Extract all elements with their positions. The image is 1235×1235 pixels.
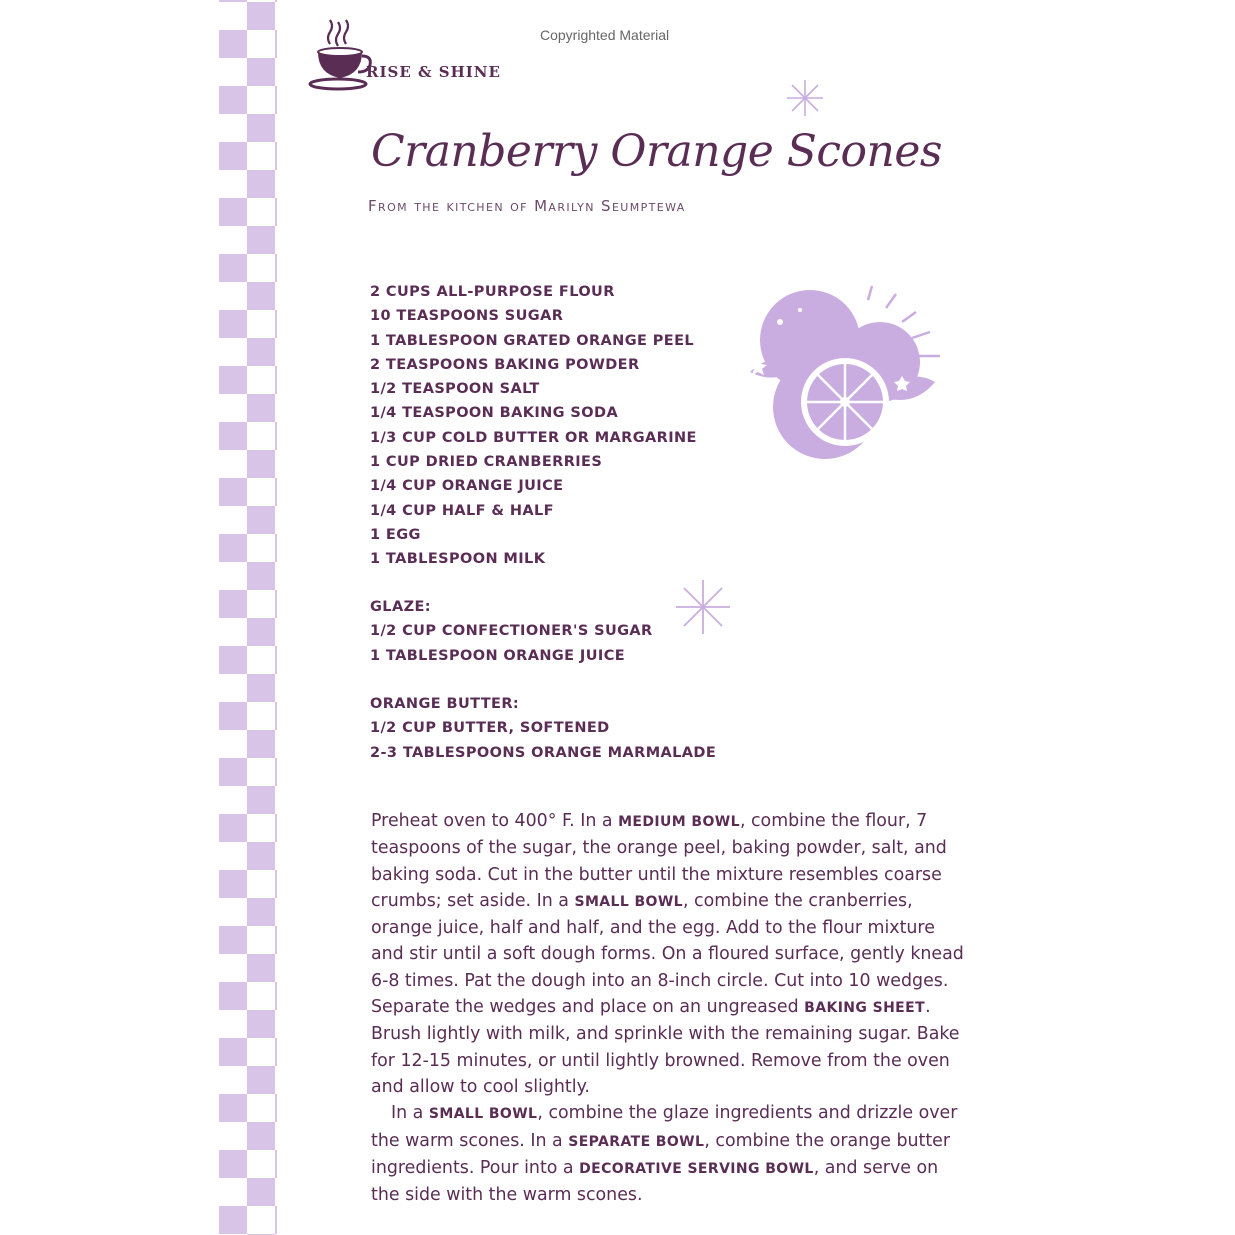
- brand-title: RISE & SHINE: [366, 63, 501, 81]
- equipment-term: SMALL BOWL: [574, 893, 683, 910]
- orange-butter-heading: ORANGE BUTTER:: [370, 696, 520, 712]
- recipe-title: Cranberry Orange Scones: [371, 126, 942, 177]
- ingredient-item: 2 TEASPOONS BAKING POWDER: [370, 356, 640, 373]
- direction-text: In a: [391, 1103, 429, 1124]
- copyright-notice: Copyrighted Material: [540, 27, 670, 43]
- ingredient-item: 2 CUPS ALL-PURPOSE FLOUR: [370, 284, 615, 300]
- ingredient-item: 1 EGG: [370, 526, 421, 543]
- direction-text: . Brush lightly with milk, and sprinkle with the remaining sugar. Bake for 12-15 minutes, or until lightly browned. Remove from the oven and allow to cool slightly.: [371, 997, 960, 1097]
- ingredient-item: 1 TABLESPOON ORANGE JUICE: [370, 647, 626, 664]
- ingredient-item: 1/3 CUP COLD BUTTER OR MARGARINE: [370, 429, 697, 446]
- sparkle-star-icon: [674, 578, 732, 636]
- sparkle-star-icon: [785, 78, 825, 118]
- direction-text: , and serve on the side with the warm scones.: [371, 1157, 939, 1206]
- ingredient-item: 1/2 CUP BUTTER, SOFTENED: [370, 720, 610, 737]
- equipment-term: MEDIUM BOWL: [618, 814, 740, 830]
- direction-text: , combine the glaze ingredients and drizzle over the warm scones. In a: [371, 1103, 958, 1151]
- directions-paragraph-2: [371, 1100, 971, 1208]
- equipment-term: DECORATIVE SERVING BOWL: [579, 1160, 814, 1177]
- ingredient-item: 1 TABLESPOON MILK: [370, 551, 546, 568]
- ingredient-item: 10 TEASPOONS SUGAR: [370, 308, 564, 325]
- recipe-subtitle: From the kitchen of Marilyn Seumptewa: [368, 197, 686, 215]
- equipment-term: BAKING SHEET: [804, 1000, 926, 1017]
- orange-fruit-illustration: [730, 282, 945, 462]
- coffee-cup-icon: [308, 14, 548, 94]
- ingredient-item: 1/4 CUP HALF & HALF: [370, 502, 554, 519]
- ingredient-item: 1 TABLESPOON GRATED ORANGE PEEL: [370, 332, 695, 349]
- ingredient-item: 1/2 TEASPOON SALT: [370, 381, 540, 398]
- ingredient-item: 1/4 TEASPOON BAKING SODA: [370, 405, 619, 422]
- glaze-section: [370, 595, 653, 668]
- glaze-heading: GLAZE:: [370, 599, 431, 615]
- ingredient-item: 1/4 CUP ORANGE JUICE: [370, 478, 564, 495]
- ingredient-item: 2-3 TABLESPOONS ORANGE MARMALADE: [370, 744, 717, 761]
- equipment-term: SMALL BOWL: [428, 1106, 538, 1123]
- direction-text: , combine the orange butter ingredients. Pour into a: [371, 1130, 951, 1178]
- direction-text: , combine the flour, 7 teaspoons of the sugar, the orange peel, baking powder, salt, and baking soda. Cut in the butter until the mixture resembles coarse crumbs; set aside. In a: [371, 811, 947, 911]
- direction-text: Preheat oven to 400° F. In a: [371, 811, 619, 831]
- ingredient-item: 1 CUP DRIED CRANBERRIES: [370, 454, 603, 471]
- directions-paragraph-1: [371, 808, 971, 1100]
- directions: [371, 808, 971, 1208]
- orange-butter-section: [370, 692, 716, 765]
- equipment-term: SEPARATE BOWL: [568, 1133, 705, 1150]
- ingredient-item: 1/2 CUP CONFECTIONER'S SUGAR: [370, 623, 653, 640]
- direction-text: , combine the cranberries, orange juice, half and half, and the egg. Add to the flour mixture and stir until a soft dough forms. On a floured surface, gently knead 6-8 times. Pat the dough into an 8-inch circle. Cut into 10 wedges. Separate the wedges and place on an ungreased: [371, 890, 964, 1018]
- ingredient-list: [370, 280, 697, 572]
- checkerboard-border: [219, 0, 277, 1235]
